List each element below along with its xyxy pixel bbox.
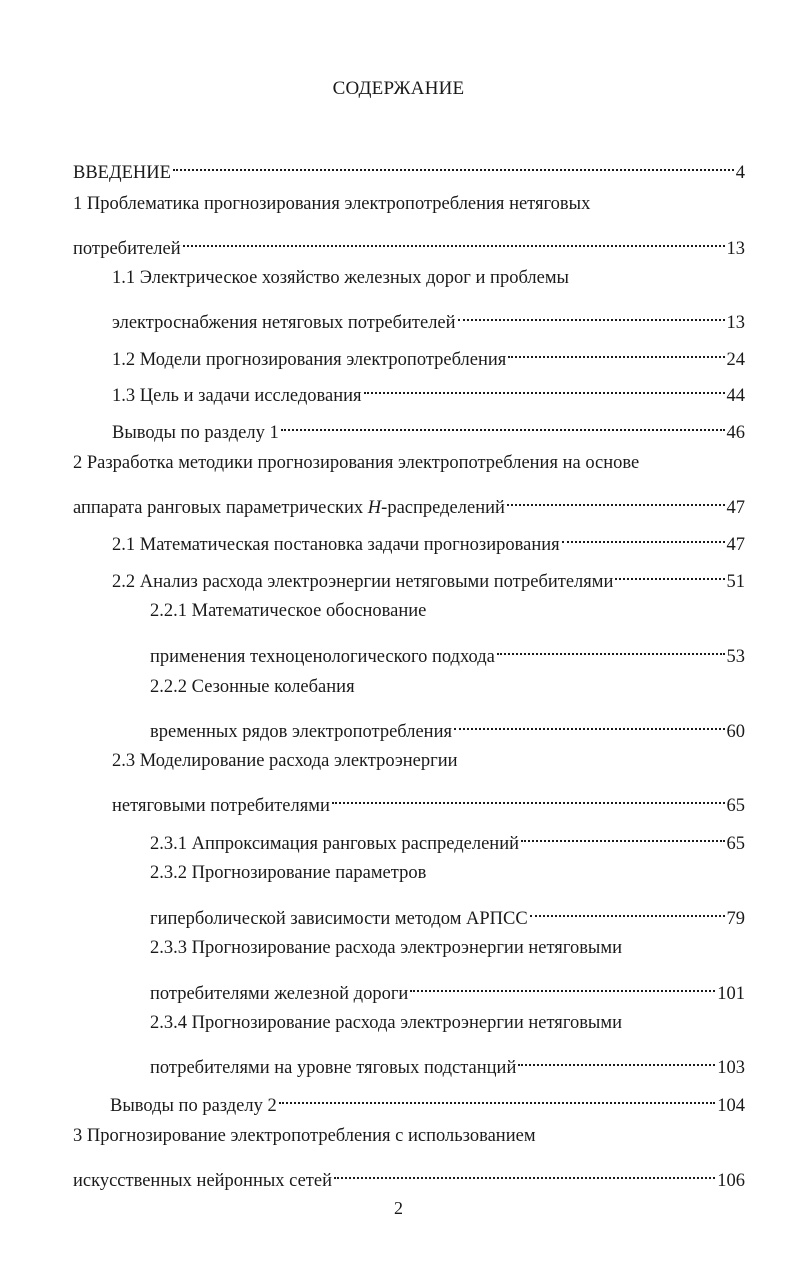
toc-entry-text: Выводы по разделу 2 <box>110 1096 277 1116</box>
toc-page-number: 47 <box>726 498 745 518</box>
toc-entry-2-3-3[interactable] <box>150 973 745 1004</box>
toc-dot-leader <box>497 636 725 662</box>
toc-page-number: 46 <box>726 423 745 443</box>
toc-entry-section-2-line1[interactable]: 2 Разработка методики прогнозирования электропотребления на основе <box>73 453 640 473</box>
toc-page-number: 51 <box>726 572 745 592</box>
toc-page-number: 24 <box>726 350 745 370</box>
toc-page-number: 103 <box>717 1058 745 1078</box>
toc-entry-2-3-2[interactable] <box>150 898 745 929</box>
toc-page-number: 104 <box>717 1096 745 1116</box>
toc-entry-1-3[interactable] <box>112 375 745 406</box>
toc-entry-text: потребителями железной дороги <box>150 984 409 1004</box>
toc-dot-leader <box>410 973 715 999</box>
toc-dot-leader <box>508 339 724 365</box>
toc-entry-text: потребителями на уровне тяговых подстанций <box>150 1058 517 1078</box>
toc-dot-leader <box>454 711 725 737</box>
toc-dot-leader <box>183 228 725 254</box>
toc-dot-leader <box>364 375 725 401</box>
toc-dot-leader <box>281 412 725 438</box>
toc-entry-2-2-2-line1[interactable]: 2.2.2 Сезонные колебания <box>150 677 355 697</box>
toc-page-number: 53 <box>726 647 745 667</box>
toc-entry-2-2-1-line1[interactable]: 2.2.1 Математическое обоснование <box>150 601 427 621</box>
toc-entry-text: временных рядов электропотребления <box>150 722 452 742</box>
toc-entry-text: нетяговыми потребителями <box>112 796 330 816</box>
toc-page-number: 4 <box>735 163 745 183</box>
toc-entry-text: 2.1 Математическая постановка задачи прогнозирования <box>112 535 560 555</box>
toc-entry-2-3-1[interactable] <box>150 823 745 854</box>
toc-entry-2-2[interactable] <box>112 561 745 592</box>
toc-entry-conclusions-2[interactable] <box>110 1085 745 1116</box>
toc-entry-text: ВВЕДЕНИЕ <box>73 163 171 183</box>
toc-entry-text-part: аппарата ранговых параметрических <box>73 498 368 518</box>
toc-entry-2-3-3-line1[interactable]: 2.3.3 Прогнозирование расхода электроэнергии нетяговыми <box>150 938 622 958</box>
toc-entry-text: электроснабжения нетяговых потребителей <box>112 313 456 333</box>
toc-entry-1-2[interactable] <box>112 339 745 370</box>
toc-entry-2-3-2-line1[interactable]: 2.3.2 Прогнозирование параметров <box>150 863 427 883</box>
toc-dot-leader <box>521 823 725 849</box>
toc-dot-leader <box>507 487 725 513</box>
toc-page-number: 101 <box>717 984 745 1004</box>
toc-dot-leader <box>334 1160 715 1186</box>
toc-entry-text: Выводы по разделу 1 <box>112 423 279 443</box>
toc-page-number: 13 <box>726 239 745 259</box>
toc-entry-1-1-line1[interactable]: 1.1 Электрическое хозяйство железных дорог и проблемы <box>112 268 569 288</box>
toc-entry-2-3-line1[interactable]: 2.3 Моделирование расхода электроэнергии <box>112 751 458 771</box>
toc-page-number: 106 <box>717 1171 745 1191</box>
toc-entry-section-3-line1[interactable]: 3 Прогнозирование электропотребления с использованием <box>73 1126 536 1146</box>
toc-entry-section-3[interactable] <box>73 1160 745 1191</box>
toc-entry-text: искусственных нейронных сетей <box>73 1171 332 1191</box>
toc-entry-introduction[interactable] <box>73 152 745 183</box>
page-title: СОДЕРЖАНИЕ <box>332 78 465 99</box>
toc-page-number: 47 <box>726 535 745 555</box>
page-number: 2 <box>394 1198 403 1218</box>
toc-page-number: 79 <box>726 909 745 929</box>
toc-entry-text <box>73 495 505 521</box>
toc-entry-text: применения техноценологического подхода <box>150 647 495 667</box>
toc-entry-2-2-1[interactable] <box>150 636 745 667</box>
toc-entry-text: 2.2 Анализ расхода электроэнергии нетяговыми потребителями <box>112 572 614 592</box>
toc-dot-leader <box>279 1085 715 1111</box>
toc-dot-leader <box>518 1047 715 1073</box>
toc-entry-text-italic: H <box>367 498 382 518</box>
toc-entry-2-3[interactable] <box>112 785 745 816</box>
toc-entry-text: гиперболической зависимости методом АРПСС <box>150 909 528 929</box>
toc-dot-leader <box>458 302 725 328</box>
toc-page-number: 13 <box>726 313 745 333</box>
toc-page-number: 60 <box>726 722 745 742</box>
toc-entry-2-1[interactable] <box>112 524 745 555</box>
toc-page-number: 65 <box>726 796 745 816</box>
toc-entry-section-1-line1[interactable]: 1 Проблематика прогнозирования электропотребления нетяговых <box>73 194 591 214</box>
toc-page-number: 65 <box>726 834 745 854</box>
toc-entry-1-1[interactable] <box>112 302 745 333</box>
toc-entry-text: 1.3 Цель и задачи исследования <box>112 386 362 406</box>
toc-dot-leader <box>562 524 725 550</box>
toc-dot-leader <box>173 152 734 178</box>
toc-dot-leader <box>530 898 725 924</box>
toc-entry-conclusions-1[interactable] <box>112 412 745 443</box>
toc-dot-leader <box>332 785 725 811</box>
toc-entry-text: 1.2 Модели прогнозирования электропотребления <box>112 350 507 370</box>
toc-page-number: 44 <box>726 386 745 406</box>
toc-entry-section-1[interactable] <box>73 228 745 259</box>
toc-entry-text: 2.3.1 Аппроксимация ранговых распределений <box>150 834 519 854</box>
toc-entry-2-2-2[interactable] <box>150 711 745 742</box>
toc-dot-leader <box>615 561 724 587</box>
toc-entry-text: потребителей <box>73 239 181 259</box>
toc-entry-2-3-4-line1[interactable]: 2.3.4 Прогнозирование расхода электроэнергии нетяговыми <box>150 1013 622 1033</box>
toc-entry-2-3-4[interactable] <box>150 1047 745 1078</box>
toc-entry-text-part: -распределений <box>381 498 505 518</box>
toc-entry-section-2[interactable] <box>73 487 745 518</box>
